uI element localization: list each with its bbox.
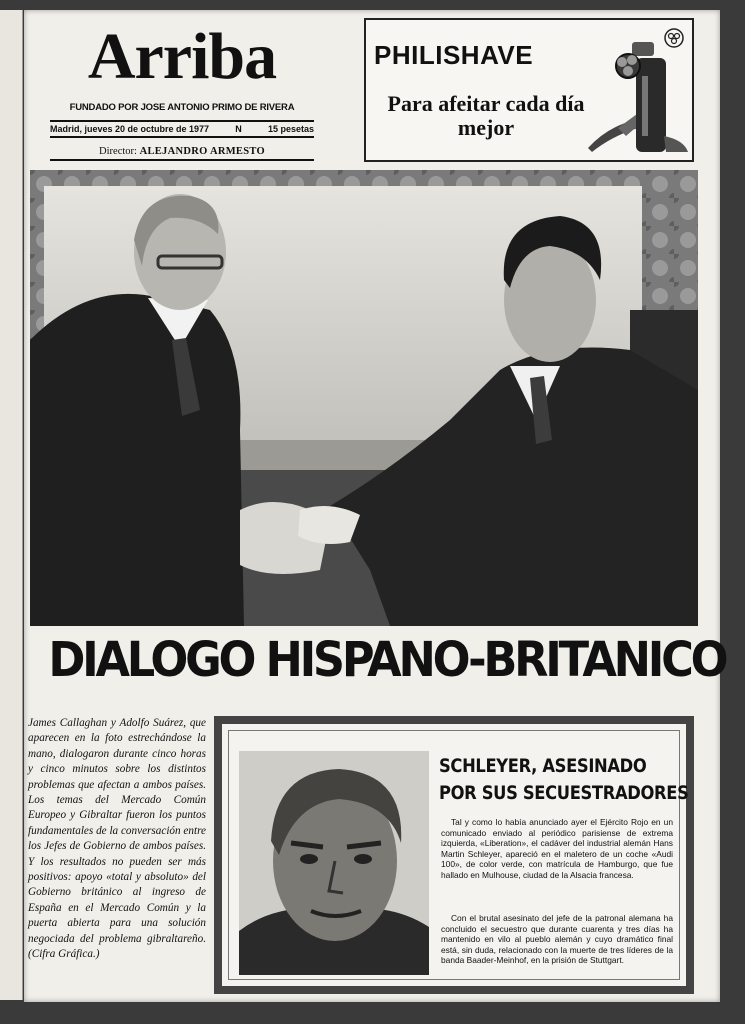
newspaper-title: Arriba bbox=[87, 20, 277, 93]
handshake-photo bbox=[30, 170, 698, 626]
ad-brand: PHILISHAVE bbox=[374, 40, 534, 70]
schleyer-portrait bbox=[239, 751, 429, 975]
director-line bbox=[50, 146, 314, 161]
director-label: Director: bbox=[99, 146, 137, 157]
story-title-line-2: POR SUS SECUESTRADORES bbox=[439, 782, 689, 804]
dateline bbox=[50, 120, 314, 138]
issue-price: 15 pesetas bbox=[267, 124, 314, 134]
story-paragraph-1: Tal y como lo había anunciado ayer el Ejército Rojo en un comunicado enviado al periódico parisiense de extrema izquierda, «Liberation», el cadáver del industrial alemán Hans Martin Schleyer, apareció en el maletero de un coche «Audi 100», de color verde, con matrícula de Hamburgo, que fue hallado en Mulhouse, ciudad de la Alsacia francesa. bbox=[441, 817, 673, 880]
schleyer-story-box bbox=[214, 716, 694, 994]
main-headline: DIALOGO HISPANO-BRITANICO bbox=[48, 632, 726, 688]
philishave-advertisement bbox=[364, 18, 694, 162]
story-box-inner bbox=[228, 730, 689, 980]
masthead bbox=[50, 18, 314, 158]
founder-line: FUNDADO POR JOSE ANTONIO PRIMO DE RIVERA bbox=[69, 102, 295, 113]
story-title-line-1: SCHLEYER, ASESINADO bbox=[439, 755, 647, 777]
newspaper-page bbox=[24, 10, 726, 1002]
adjacent-page-edge bbox=[0, 10, 23, 1000]
photo-caption: James Callaghan y Adolfo Suárez, que aparecen en la foto estrechándose la mano, dialogaron durante cinco horas y cinco minutos sobre los distintos problemas que afectan a ambos países. Los temas del Mercado Común Europeo y Gibraltar fueron los puntos fundamentales de la conversación entre los Jefes de Gobierno de ambos países. Y los resultados no pueden ser más positivos: apoyo «total y absoluto» del Gobierno británico al ingreso de España en el Mercado Común y la puerta abierta para una solución negociada del problema gibraltareño. (Cifra Gráfica.) bbox=[28, 717, 206, 961]
electric-shaver-illustration bbox=[588, 36, 688, 156]
issue-date: Madrid, jueves 20 de octubre de 1977 bbox=[50, 124, 210, 134]
director-name: ALEJANDRO ARMESTO bbox=[139, 146, 265, 157]
ad-slogan: Para afeitar cada día mejor bbox=[387, 91, 585, 140]
story-paragraph-2: Con el brutal asesinato del jefe de la patronal alemana ha concluido el secuestro que durante cuarenta y tres días ha mantenido en vilo al pueblo alemán y cuyo dramático final está, sin duda, relacionado con la muerte de tres líderes de la banda Baader-Meinhof, en la prisión de Stuttgart. bbox=[441, 913, 673, 966]
story-title bbox=[439, 753, 689, 807]
issue-number: N bbox=[235, 124, 242, 134]
